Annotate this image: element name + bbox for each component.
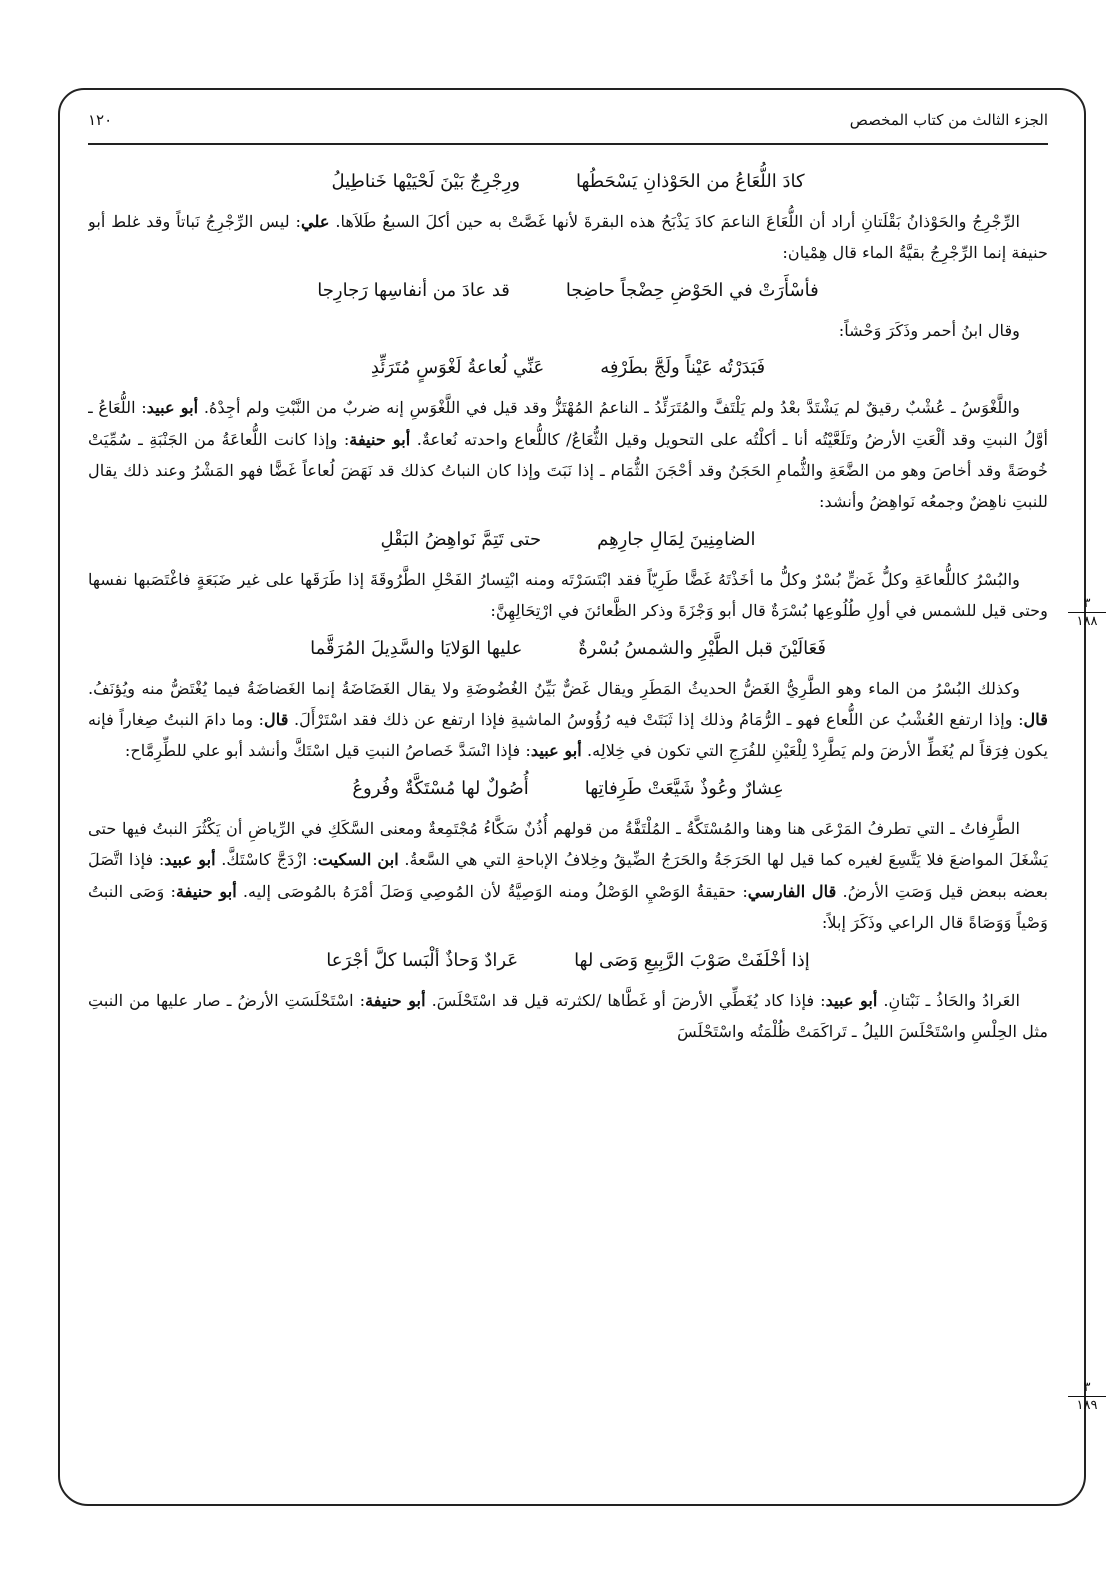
marker-page: ١٨٩ bbox=[1076, 1398, 1098, 1413]
page-header bbox=[88, 100, 1048, 140]
verse-3 bbox=[88, 351, 1048, 385]
source-label: أبو عبيد bbox=[146, 398, 199, 418]
verse-4 bbox=[88, 523, 1048, 557]
source-label: أبو حنيفة bbox=[365, 990, 426, 1010]
source-label: ابن السكيت bbox=[317, 850, 399, 870]
margin-reference-marker bbox=[1068, 596, 1106, 629]
paragraph: العَرادُ والحَاذُ ـ نَبْتانِ. أبو عبيد: فإذا كاد يُغَطِّي الأرضَ أو غَطَّاها /لكثرته قيل قد اسْتَحْلَسَ. أبو حنيفة: اسْتَحْلَسَتِ الأرضُ ـ صار عليها من النبتِ مثل الحِلْسِ واسْتَحْلَسَ الليلُ ـ تَراكَمَتْ ظُلْمَتُه واسْتَحْلَسَ bbox=[88, 990, 1048, 1041]
page-number: ١٢٠ bbox=[88, 111, 113, 129]
paragraph: الطَّرِفاتُ ـ التي تطرفُ المَرْعَى هنا وهنا والمُسْتَكَّةُ ـ المُلْتَفَّةُ من قولهم أُذُنٌ سَكَّاءُ مُجْتَمِعةٌ ومعنى السَّكَكِ في الرِّياضِ أن يَكْثُرَ النبتُ فيها حتى يَشْغَلَ المواضعَ فلا يَتَّسِعَ لغيره كما قيل لها الحَرَجَةُ والحَرَجُ الضِّيقُ وخِلافُ الإباحةِ التي هي السَّعةُ. ابن السكيت: ازْدَجَّ كاسْتَكَّ. أبو عبيد: فإذا اتَّصَلَ بعضه ببعض قيل وَصَتِ الأرضُ. قال الفارسي: حقيقةُ الوَصْيِ الوَصْلُ ومنه الوَصِيَّةُ لأن المُوصِي وَصَلَ أمْرَهُ بالمُوصَى إليه. أبو حنيفة: وَصَى النبتُ وَصْياً وَوَصَاةً قال الراعي وذَكَرَ إبلاً: bbox=[88, 818, 1048, 933]
verse-5 bbox=[88, 632, 1048, 666]
source-label: قال bbox=[264, 710, 289, 730]
source-label: قال الفارسي bbox=[747, 881, 837, 901]
verse-hemistich: فأسْأَرَتْ في الحَوْضِ حِضْجاً حاضِجا bbox=[565, 279, 819, 301]
marker-volume: ٣ bbox=[1068, 1380, 1106, 1397]
verse-hemistich: عَنِّي لُعاعةُ لَغْوَسٍ مُتَرَئِّدِ bbox=[370, 357, 545, 379]
paragraph: الرِّجْرِجُ والحَوْذانُ بَقْلَتانِ أراد أن اللُّعَاعَ الناعمَ كادَ يَذْبَحُ هذه البقرةَ لأنها غَصَّتْ به حين أكلَ السبعُ طَلاَها. علي: ليس الرِّجْرِجُ نَباتاً وقد غلط أبو حنيفة إنما الرِّجْرِجُ بقيَّةُ الماء قال هِمْيان: bbox=[88, 212, 1048, 263]
verse-hemistich: قد عادَ من أنفاسِها رَجارِجا bbox=[317, 279, 510, 301]
verse-hemistich: عِشارٌ وعُوذٌ شَيَّعَتْ طَرِفاتِها bbox=[584, 777, 784, 799]
verse-hemistich: فَبَدَرْتُه عَيْناً ولَجَّ بطَرْفِه bbox=[600, 357, 766, 379]
paragraph: والبُسْرُ كاللُّعاعَةِ وكلُّ غَضٍّ بُسْرٌ وكلُّ ما أخَذْتَهُ غَضًّا طَرِيّاً فقد ابْتَسَرْتَه ومنه ابْتِسارُ الفَحْلِ الطَّرُوقَةَ إذا طَرَقَها على غير ضَبَعَةٍ فاغْتَصَبها نفسها وحتى قيل للشمس في أولِ طُلُوعِها بُسْرَةٌ قال أبو وَجْزَةَ وذكر الظَّعائنَ في ارْتِحَالِهِنَّ: bbox=[88, 569, 1048, 621]
running-title: الجزء الثالث من كتاب المخصص bbox=[849, 111, 1048, 129]
verse-hemistich: حتى تَتِمَّ نَواهِضُ البَقْلِ bbox=[380, 528, 542, 550]
verse-hemistich: أُصُولٌ لها مُسْتَكَّةٌ وفُروعُ bbox=[352, 777, 529, 799]
header-rule bbox=[88, 143, 1048, 145]
verse-7 bbox=[88, 944, 1048, 978]
source-label: أبو حنيفة bbox=[349, 429, 411, 449]
margin-reference-marker bbox=[1068, 1380, 1106, 1413]
verse-hemistich: فَعَالَيْنَ قبل الطَّيْرِ والشمسُ بُسْرةٌ bbox=[578, 637, 826, 659]
page-body bbox=[88, 160, 1048, 1485]
verse-hemistich: الضامِنِينَ لِمَالِ جارِهِم bbox=[597, 528, 756, 550]
source-label: أبو حنيفة bbox=[176, 881, 237, 901]
verse-hemistich: كادَ اللُّعَاعُ من الحَوْذانِ يَسْحَطُها bbox=[576, 171, 805, 192]
source-label: أبو عبيد bbox=[530, 741, 582, 761]
paragraph: وكذلك البُسْرُ من الماء وهو الطَّرِيُّ الغَضُّ الحديثُ المَطَرِ ويقال غَضٌّ بَيِّنُ الغُضُوضَةِ ولا يقال الغَضَاضَةُ إنما الغَضاضَةُ فيما يُغْتَضُّ منه ويُؤنَفُ. قال: وإذا ارتفع العُشْبُ عن اللُّعاع فهو ـ الرُّمَامُ وذلك إذا ثَبَتَتْ فيه رُؤُوسُ الماشيةِ فإذا ارتفع عن ذلك فقد اسْتَرْأَلَ. قال: وما دامَ النبتُ صِغاراً فإنه يكون فِرَقاً لم يُغَطِّ الأرضَ ولم يَطَّرِدْ لِلْعَيْنِ للفُرَجِ التي تكون في خِلالِه. أبو عبيد: فإذا انْسَدَّ خَصاصُ النبتِ قيل اسْتَكَّ وأنشد أبو علي للطِّرِمَّاح: bbox=[88, 678, 1048, 761]
verse-1 bbox=[88, 165, 1048, 199]
source-label: قال bbox=[1023, 710, 1048, 730]
source-label: أبو عبيد bbox=[164, 850, 216, 870]
paragraph: وقال ابنُ أحمر وذَكَرَ وَحْشاً: bbox=[838, 320, 1020, 340]
marker-volume: ٣ bbox=[1068, 596, 1106, 613]
verse-hemistich: إذا أخْلَفَتْ صَوْبَ الرَّبِيعِ وَصَى لها bbox=[574, 949, 810, 971]
source-label: علي bbox=[301, 212, 330, 231]
source-label: أبو عبيد bbox=[825, 990, 878, 1010]
verse-2 bbox=[88, 274, 1048, 308]
verse-hemistich: ورِجْرِجٌ بَيْنَ لَحْيَيْها خَناطِيلُ bbox=[331, 171, 521, 192]
paragraph: واللَّغْوَسُ ـ عُشْبٌ رقيقٌ لم يَشْتَدَّ بعْدُ ولم يَلْتَفَّ والمُتَرَئِّدُ ـ الناعمُ المُهْتَزُّ وقد قيل في اللَّغْوَسِ إنه ضربٌ من النَّبْتِ ولم أجِدْهُ. أبو عبيد: اللُّعَاعُ ـ أوَّلُ النبتِ وقد ألْعَتِ الأرضُ وتَلَعَّيْتُه أنا ـ أكلْتُه على التحويل وقيل الثُّعَاعُ/ كاللُّعاع واحدته نُعاعةٌ. أبو حنيفة: وإذا كانت اللُّعاعَةُ من الجَنْبَةِ ـ سُمِّيَتْ خُوصَةً وقد أخاصَ وهو من الضَّعَةِ والثُّمامِ الحَجَنُ وقد أحْجَنَ الثُّمَام ـ إذا نَبَتَ وإذا كان النباتُ كذلك قد نَهَضَ لُعاعاً غَضًّا فهو المَشْرُ وعند ذلك يقال للنبتِ ناهِضٌ وجمعُه نَواهِضُ وأنشد: bbox=[88, 398, 1048, 512]
marker-page: ١٨٨ bbox=[1076, 614, 1098, 629]
verse-hemistich: عليها الوَلايَا والسَّدِيلَ المُرَقَّما bbox=[310, 637, 523, 659]
verse-6 bbox=[88, 772, 1048, 806]
verse-hemistich: عَرادٌ وَحاذٌ ألْبَسا كلَّ أجْرَعا bbox=[326, 949, 519, 971]
